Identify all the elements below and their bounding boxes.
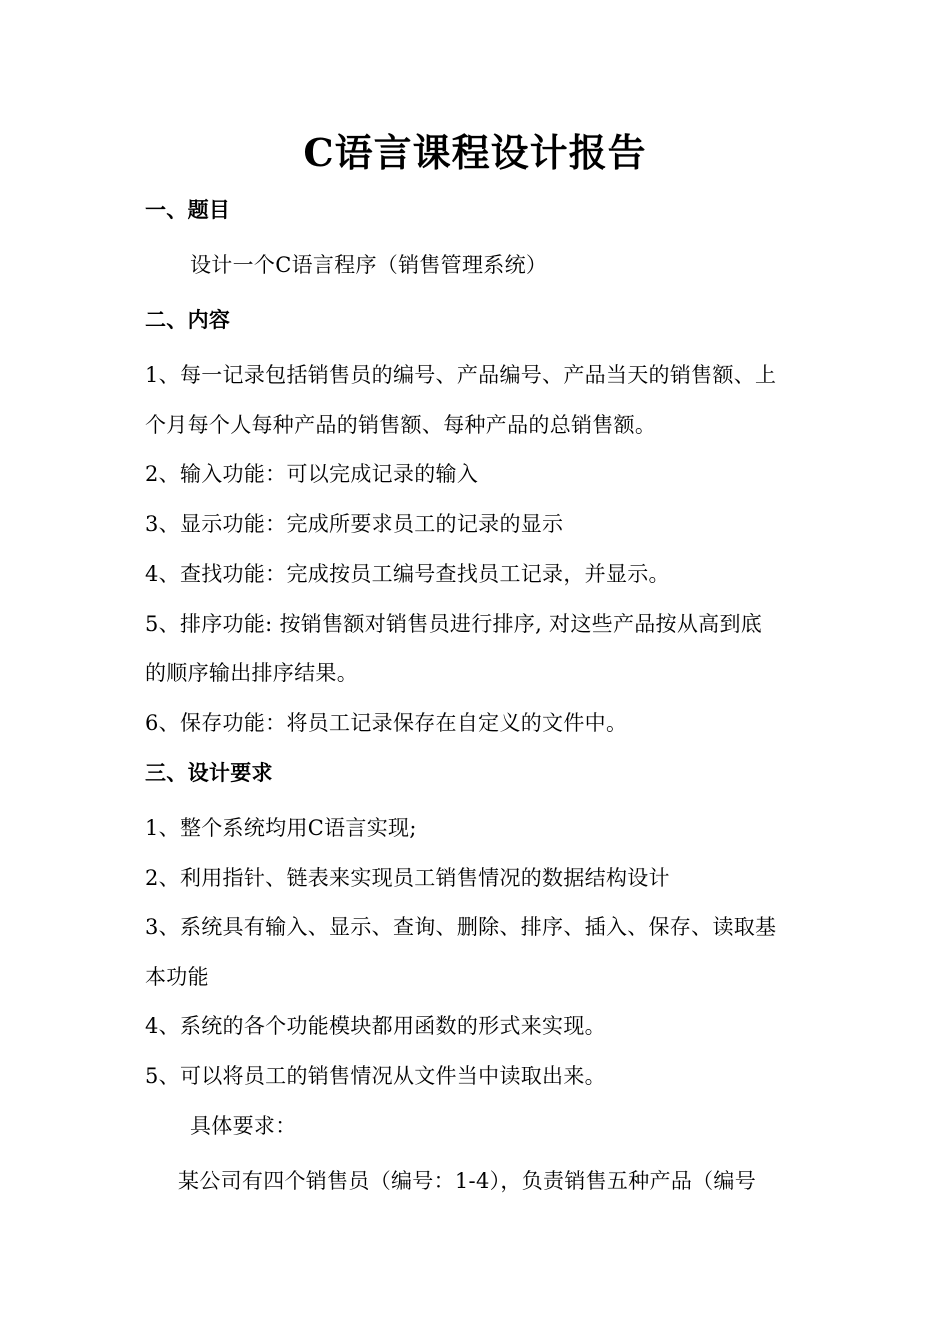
document-title: C语言课程设计报告 [303,130,647,175]
content-item-1-line-2: 个月每个人每种产品的销售额、每种产品的总销售额。 [145,413,657,437]
content-item-3: 3、显示功能：完成所要求员工的记录的显示 [145,512,564,536]
requirement-item-3-line-1: 3、系统具有输入、显示、查询、删除、排序、插入、保存、读取基 [145,915,777,939]
requirement-item-4: 4、系统的各个功能模块都用函数的形式来实现。 [145,1014,606,1038]
content-item-6: 6、保存功能：将员工记录保存在自定义的文件中。 [145,711,628,735]
section-heading-requirements: 三、设计要求 [145,760,273,785]
paragraph-topic: 设计一个C语言程序（销售管理系统） [190,253,548,277]
requirement-item-3-line-2: 本功能 [145,965,209,989]
specific-requirements-text: 某公司有四个销售员（编号：1-4），负责销售五种产品（编号 [178,1169,757,1193]
requirement-item-5: 5、可以将员工的销售情况从文件当中读取出来。 [145,1064,606,1088]
content-item-4: 4、查找功能：完成按员工编号查找员工记录，并显示。 [145,562,670,586]
content-item-2: 2、输入功能：可以完成记录的输入 [145,462,479,486]
requirement-item-2: 2、利用指针、链表来实现员工销售情况的数据结构设计 [145,866,670,890]
requirement-item-1: 1、整个系统均用C语言实现; [145,816,417,840]
specific-requirements-label: 具体要求： [190,1114,297,1138]
section-heading-topic: 一、题目 [145,197,231,222]
section-heading-content: 二、内容 [145,307,231,332]
content-item-5-line-1: 5、排序功能: 按销售额对销售员进行排序, 对这些产品按从高到底 [145,612,763,636]
content-item-5-line-2: 的顺序输出排序结果。 [145,661,358,685]
content-item-1-line-1: 1、每一记录包括销售员的编号、产品编号、产品当天的销售额、上 [145,363,777,387]
